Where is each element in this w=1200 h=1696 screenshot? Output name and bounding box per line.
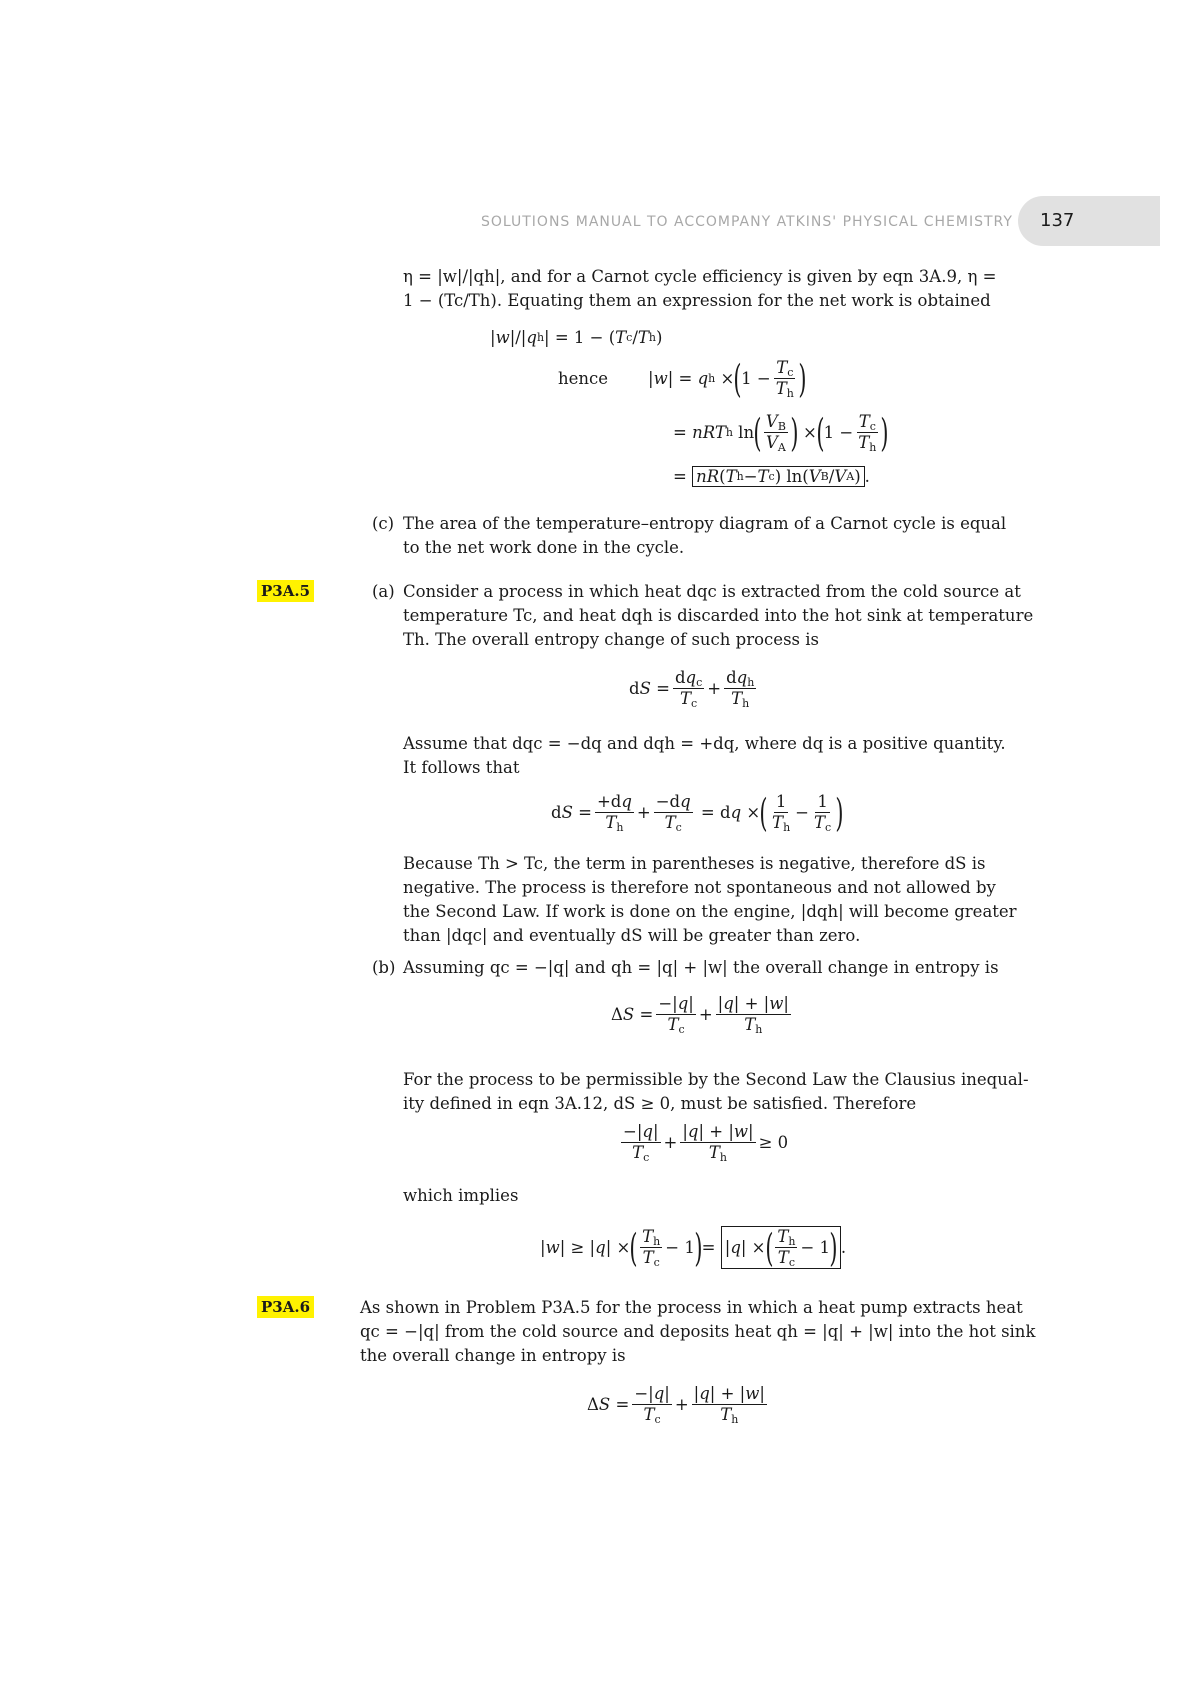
eq-work-ln: = nRT h ln ( $\frac{V_B}{V_A}$ ) × ( 1 − $\frac{T_c}{T_h}$ ) bbox=[673, 410, 889, 455]
p3a5-because-1: Because Th > Tc, the term in parentheses is negative, therefore dS is bbox=[403, 854, 986, 873]
eq-hence: hence | w | = q h × ( 1 − $\frac{T_c}{T_h}$ ) bbox=[558, 356, 807, 401]
p3a5-implies: which implies bbox=[403, 1186, 519, 1205]
eq-dS-expanded: d S = $\frac{+dq}{T_h}$ + $\frac{-dq}{T_c}$ = d q × ( $\frac{1}{T_h}$ − $\frac{1}{T_c}$ ) bbox=[551, 790, 844, 835]
eq-work-inequality: | w | ≥ | q | × ( $\frac{T_h}{T_c}$ − 1 ) = | q | × ( $\frac{T_h}{T_c}$ − 1 ) . bbox=[540, 1225, 847, 1270]
p3a5-assume-1: Assume that dqc = −dq and dqh = +dq, where dq is a positive quantity. bbox=[403, 734, 1006, 753]
eq-clausius: $\frac{-|q|}{T_c}$ + $\frac{|q| + |w|}{T_h}$ ≥ 0 bbox=[623, 1122, 789, 1164]
p3a5-clausius-2: ity defined in eqn 3A.12, dS ≥ 0, must be satisfied. Therefore bbox=[403, 1094, 917, 1113]
page-number: 137 bbox=[1040, 210, 1075, 231]
p3a5-because-2: negative. The process is therefore not spontaneous and not allowed by bbox=[403, 878, 996, 897]
eq-dS-def: d S = $\frac{dq_c}{T_c}$ + $\frac{dq_h}{T_h}$ bbox=[629, 668, 755, 710]
p3a6-line-2: qc = −|q| from the cold source and deposits heat qh = |q| + |w| into the hot sink bbox=[360, 1322, 1036, 1341]
p3a6-line-1: As shown in Problem P3A.5 for the process in which a heat pump extracts heat bbox=[360, 1298, 1023, 1317]
p3a5-a-label: (a) bbox=[372, 582, 395, 601]
eq-work-boxed: = nR ( T h − T c ) ln( V B / V A ) . bbox=[673, 467, 870, 486]
p3a5-clausius-1: For the process to be permissible by the Second Law the Clausius inequal- bbox=[403, 1070, 1029, 1089]
running-title: SOLUTIONS MANUAL TO ACCOMPANY ATKINS' PHYSICAL CHEMISTRY bbox=[481, 214, 1013, 230]
problem-label-p3a6: P3A.6 bbox=[257, 1296, 314, 1318]
intro-line-2: 1 − (Tc/Th). Equating them an expression for the net work is obtained bbox=[403, 291, 991, 310]
p3a5-because-3: the Second Law. If work is done on the engine, |dqh| will become greater bbox=[403, 902, 1017, 921]
p3a5-a-line-3: Th. The overall entropy change of such process is bbox=[403, 630, 819, 649]
p3a5-b-line: Assuming qc = −|q| and qh = |q| + |w| the overall change in entropy is bbox=[403, 958, 999, 977]
p3a5-a-line-1: Consider a process in which heat dqc is extracted from the cold source at bbox=[403, 582, 1021, 601]
part-c-line-2: to the net work done in the cycle. bbox=[403, 538, 685, 557]
p3a5-b-label: (b) bbox=[372, 958, 396, 977]
hence-word: hence bbox=[558, 369, 609, 388]
part-c-label: (c) bbox=[372, 514, 395, 533]
eq-efficiency: | w |/| q h | = 1 − ( T c / T h ) bbox=[490, 328, 663, 347]
p3a5-assume-2: It follows that bbox=[403, 758, 520, 777]
eq-deltaS-p3a6: Δ S = $\frac{-|q|}{T_c}$ + $\frac{|q| + |w|}{T_h}$ bbox=[587, 1384, 765, 1426]
eq-deltaS-b: Δ S = $\frac{-|q|}{T_c}$ + $\frac{|q| + |w|}{T_h}$ bbox=[611, 994, 789, 1036]
p3a6-line-3: the overall change in entropy is bbox=[360, 1346, 626, 1365]
p3a5-because-4: than |dqc| and eventually dS will be greater than zero. bbox=[403, 926, 861, 945]
intro-line-1: η = |w|/|qh|, and for a Carnot cycle efficiency is given by eqn 3A.9, η = bbox=[403, 267, 997, 286]
p3a5-a-line-2: temperature Tc, and heat dqh is discarded into the hot sink at temperature bbox=[403, 606, 1034, 625]
part-c-line-1: The area of the temperature–entropy diagram of a Carnot cycle is equal bbox=[403, 514, 1007, 533]
problem-label-p3a5: P3A.5 bbox=[257, 580, 314, 602]
